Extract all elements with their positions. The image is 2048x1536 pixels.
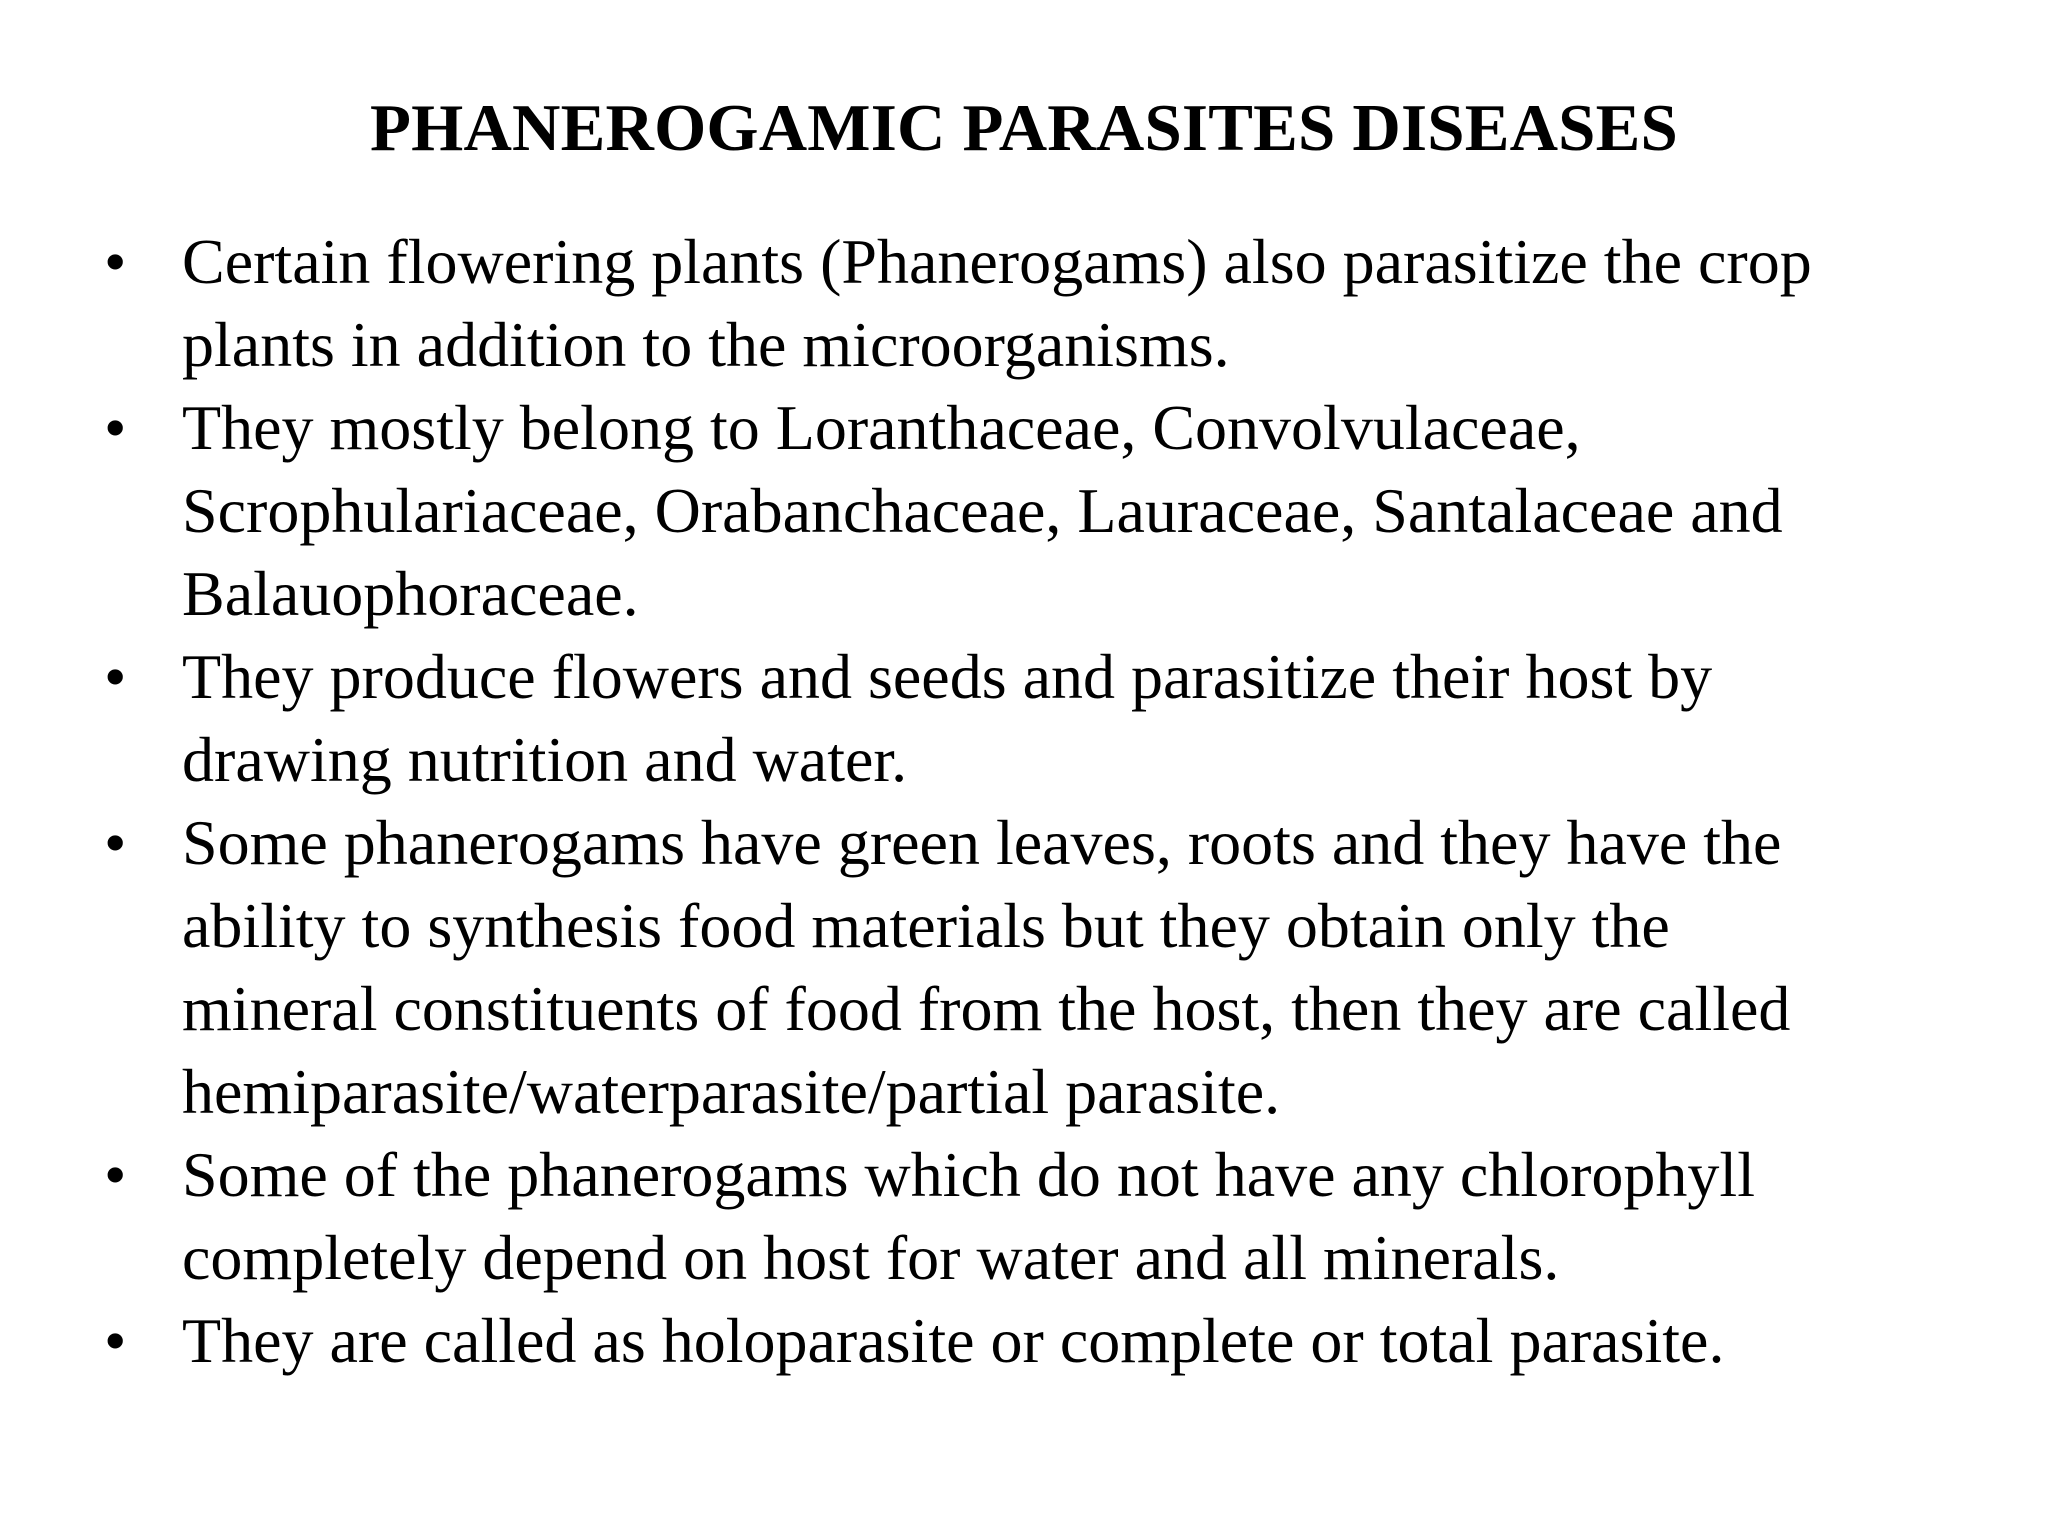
bullet-icon: • bbox=[104, 1139, 127, 1210]
bullet-text-line: Scrophulariaceae, Orabanchaceae, Lauraceae, Santalaceae and bbox=[182, 475, 1783, 546]
bullet-text-line: ability to synthesis food materials but they obtain only the bbox=[182, 890, 1670, 961]
bullet-text-line: They mostly belong to Loranthaceae, Convolvulaceae, bbox=[182, 392, 1581, 463]
bullet-list bbox=[0, 220, 2048, 1382]
bullet-item bbox=[0, 1299, 2048, 1382]
bullet-icon: • bbox=[104, 392, 127, 463]
bullet-text-line: Certain flowering plants (Phanerogams) also parasitize the crop bbox=[182, 226, 1812, 297]
bullet-text-line: mineral constituents of food from the host, then they are called bbox=[182, 973, 1791, 1044]
bullet-text-line: plants in addition to the microorganisms. bbox=[182, 309, 1230, 380]
bullet-item bbox=[0, 801, 2048, 1133]
bullet-item bbox=[0, 635, 2048, 801]
bullet-text-line: They produce flowers and seeds and parasitize their host by bbox=[182, 641, 1713, 712]
slide-title: PHANEROGAMIC PARASITES DISEASES bbox=[370, 91, 1678, 165]
bullet-text-line: Balauophoraceae. bbox=[182, 558, 639, 629]
bullet-text-line: Some of the phanerogams which do not have any chlorophyll bbox=[182, 1139, 1755, 1210]
bullet-text-line: drawing nutrition and water. bbox=[182, 724, 908, 795]
bullet-icon: • bbox=[104, 641, 127, 712]
bullet-icon: • bbox=[104, 807, 127, 878]
bullet-item bbox=[0, 1133, 2048, 1299]
bullet-icon: • bbox=[104, 226, 127, 297]
bullet-text-line: They are called as holoparasite or complete or total parasite. bbox=[182, 1305, 1725, 1376]
bullet-text-line: Some phanerogams have green leaves, roots and they have the bbox=[182, 807, 1782, 878]
bullet-item bbox=[0, 220, 2048, 386]
bullet-text-line: hemiparasite/waterparasite/partial parasite. bbox=[182, 1056, 1281, 1127]
bullet-item bbox=[0, 386, 2048, 635]
bullet-icon: • bbox=[104, 1305, 127, 1376]
bullet-text-line: completely depend on host for water and all minerals. bbox=[182, 1222, 1560, 1293]
